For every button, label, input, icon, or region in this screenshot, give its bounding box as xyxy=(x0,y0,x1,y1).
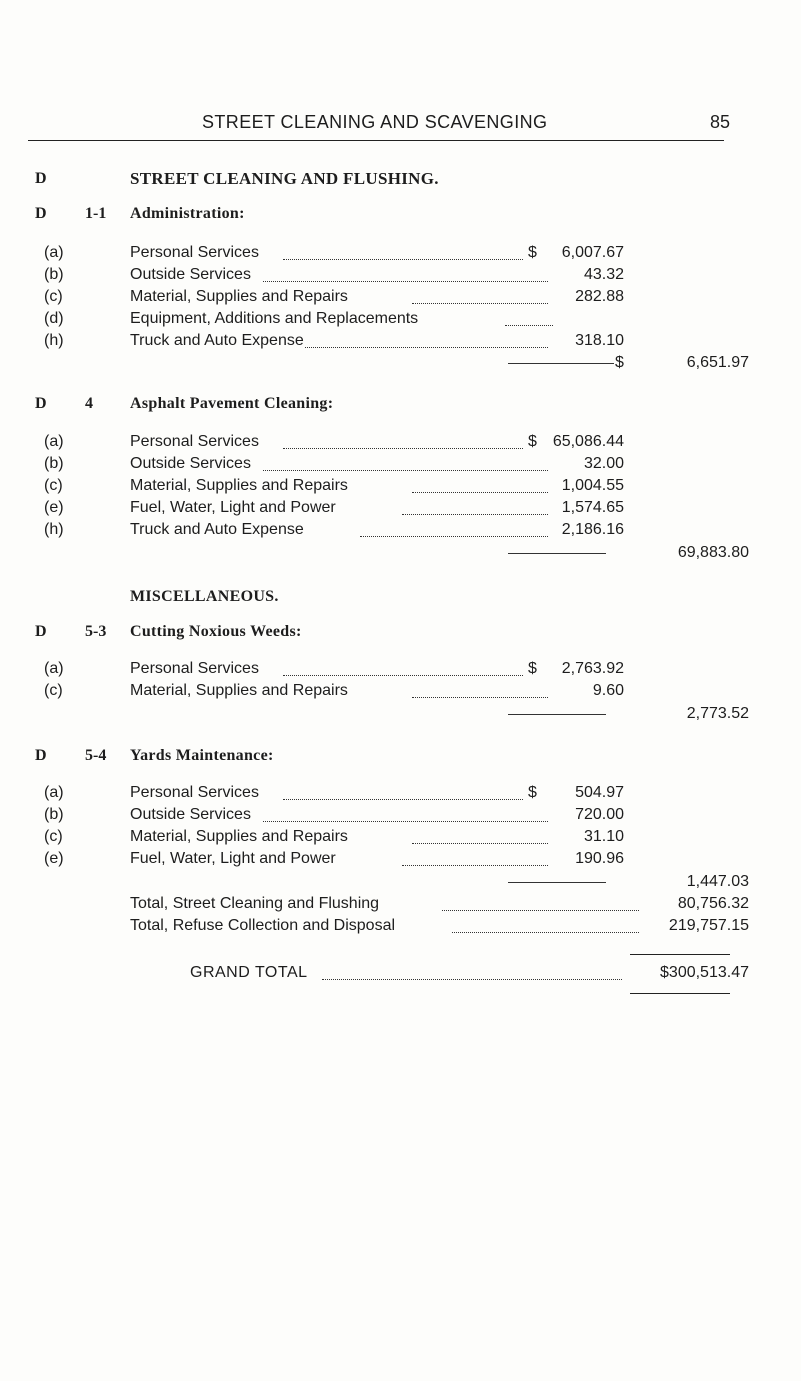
item-amount: 190.96 xyxy=(575,850,624,867)
group-subcode: 5-4 xyxy=(85,747,107,764)
item-label: Material, Supplies and Repairs xyxy=(130,288,348,305)
item-letter: (c) xyxy=(44,477,63,494)
item-letter: (e) xyxy=(44,850,64,867)
group-title: Yards Maintenance: xyxy=(130,747,274,764)
group-heading-row xyxy=(0,393,801,415)
item-amount: 43.32 xyxy=(583,266,624,283)
group-title: Administration: xyxy=(130,205,245,222)
item-label: Truck and Auto Expense xyxy=(130,521,304,538)
grand-total-amount: $300,513.47 xyxy=(660,964,749,981)
page-number: 85 xyxy=(709,112,730,132)
dot-leader xyxy=(452,931,639,933)
section-title-row xyxy=(0,168,801,190)
line-item xyxy=(0,826,801,848)
line-item xyxy=(0,497,801,519)
grand-total-rule-bottom xyxy=(630,993,730,994)
line-item xyxy=(0,680,801,702)
dollar-sign: $ xyxy=(615,354,624,371)
item-letter: (a) xyxy=(44,433,64,450)
group-total: 6,651.97 xyxy=(686,354,749,371)
dot-leader xyxy=(263,280,548,282)
item-letter: (b) xyxy=(44,806,64,823)
item-amount: 6,007.67 xyxy=(561,244,624,261)
item-amount: 318.10 xyxy=(575,332,624,349)
item-amount: 32.00 xyxy=(583,455,624,472)
group-code: D xyxy=(35,205,47,222)
item-amount: 2,763.92 xyxy=(561,660,624,677)
misc-heading-row xyxy=(0,586,801,608)
dot-leader xyxy=(402,513,548,515)
item-letter: (c) xyxy=(44,828,63,845)
group-total-row xyxy=(0,542,801,564)
item-label: Personal Services xyxy=(130,660,259,677)
running-title: STREET CLEANING AND SCAVENGING xyxy=(202,112,548,132)
group-subcode: 1-1 xyxy=(85,205,107,222)
dot-leader xyxy=(283,258,523,260)
item-amount: 720.00 xyxy=(575,806,624,823)
grand-total-label: GRAND TOTAL xyxy=(190,964,308,981)
item-label: Outside Services xyxy=(130,455,251,472)
dot-leader xyxy=(283,447,523,449)
item-amount: 2,186.16 xyxy=(561,521,624,538)
item-letter: (e) xyxy=(44,499,64,516)
item-letter: (h) xyxy=(44,332,64,349)
item-label: Material, Supplies and Repairs xyxy=(130,477,348,494)
item-letter: (a) xyxy=(44,244,64,261)
group-subcode: 5-3 xyxy=(85,623,107,640)
item-amount: 504.97 xyxy=(575,784,624,801)
group-title: Cutting Noxious Weeds: xyxy=(130,623,302,640)
line-item xyxy=(0,242,801,264)
group-total: 69,883.80 xyxy=(677,544,749,561)
dot-leader xyxy=(305,346,548,348)
dot-leader xyxy=(402,864,548,866)
line-item xyxy=(0,804,801,826)
grand-total-rule-top xyxy=(630,954,730,955)
line-item xyxy=(0,431,801,453)
item-letter: (c) xyxy=(44,288,63,305)
group-total-row xyxy=(0,352,801,374)
item-letter: (b) xyxy=(44,455,64,472)
page-header xyxy=(112,112,740,138)
section-title: STREET CLEANING AND FLUSHING. xyxy=(130,169,439,188)
group-subcode: 4 xyxy=(85,395,93,412)
dollar-sign: $ xyxy=(528,784,537,801)
item-amount: 1,004.55 xyxy=(561,477,624,494)
item-label: Fuel, Water, Light and Power xyxy=(130,850,336,867)
misc-heading: MISCELLANEOUS. xyxy=(130,588,279,605)
line-item xyxy=(0,519,801,541)
group-code: D xyxy=(35,747,47,764)
dot-leader xyxy=(263,820,548,822)
dollar-sign: $ xyxy=(528,433,537,450)
line-item xyxy=(0,330,801,352)
total-line xyxy=(508,553,606,554)
dot-leader xyxy=(283,674,523,676)
dot-leader xyxy=(412,302,548,304)
summary-label: Total, Street Cleaning and Flushing xyxy=(130,895,380,912)
item-label: Material, Supplies and Repairs xyxy=(130,682,348,699)
item-letter: (h) xyxy=(44,521,64,538)
summary-total-row xyxy=(0,893,801,915)
group-heading-row xyxy=(0,745,801,767)
dot-leader xyxy=(412,491,548,493)
group-total: 2,773.52 xyxy=(686,705,749,722)
group-code: D xyxy=(35,395,47,412)
dot-leader xyxy=(322,978,622,980)
line-item xyxy=(0,264,801,286)
group-total-row xyxy=(0,703,801,725)
item-label: Outside Services xyxy=(130,806,251,823)
item-amount: 31.10 xyxy=(583,828,624,845)
item-amount: 1,574.65 xyxy=(561,499,624,516)
line-item xyxy=(0,658,801,680)
total-line xyxy=(508,882,606,883)
dot-leader xyxy=(283,798,523,800)
item-letter: (d) xyxy=(44,310,64,327)
item-label: Personal Services xyxy=(130,784,259,801)
total-line xyxy=(508,363,614,364)
item-label: Fuel, Water, Light and Power xyxy=(130,499,336,516)
item-label: Personal Services xyxy=(130,433,259,450)
line-item xyxy=(0,453,801,475)
item-letter: (b) xyxy=(44,266,64,283)
dot-leader xyxy=(505,324,553,326)
line-item xyxy=(0,308,801,330)
dot-leader xyxy=(360,535,548,537)
item-letter: (a) xyxy=(44,784,64,801)
dot-leader xyxy=(263,469,548,471)
dot-leader xyxy=(412,696,548,698)
total-line xyxy=(508,714,606,715)
summary-label: Total, Refuse Collection and Disposal xyxy=(130,917,396,934)
header-rule xyxy=(28,140,724,141)
summary-amount: 80,756.32 xyxy=(677,895,749,912)
line-item xyxy=(0,782,801,804)
item-label: Truck and Auto Expense xyxy=(130,332,304,349)
dot-leader xyxy=(412,842,548,844)
grand-total-row xyxy=(0,962,801,984)
group-code: D xyxy=(35,623,47,640)
item-letter: (a) xyxy=(44,660,64,677)
item-amount: 9.60 xyxy=(592,682,624,699)
dot-leader xyxy=(442,909,639,911)
group-total-row xyxy=(0,871,801,893)
group-heading-row xyxy=(0,203,801,225)
item-amount: 282.88 xyxy=(575,288,624,305)
section-code: D xyxy=(35,170,47,187)
item-label: Material, Supplies and Repairs xyxy=(130,828,348,845)
item-amount: 65,086.44 xyxy=(552,433,624,450)
group-title: Asphalt Pavement Cleaning: xyxy=(130,395,334,412)
dollar-sign: $ xyxy=(528,244,537,261)
item-label: Personal Services xyxy=(130,244,259,261)
summary-total-row xyxy=(0,915,801,937)
line-item xyxy=(0,475,801,497)
group-total: 1,447.03 xyxy=(686,873,749,890)
item-letter: (c) xyxy=(44,682,63,699)
item-label: Outside Services xyxy=(130,266,251,283)
line-item xyxy=(0,286,801,308)
item-label: Equipment, Additions and Replacements xyxy=(130,310,419,327)
summary-amount: 219,757.15 xyxy=(668,917,749,934)
group-heading-row xyxy=(0,621,801,643)
dollar-sign: $ xyxy=(528,660,537,677)
line-item xyxy=(0,848,801,870)
